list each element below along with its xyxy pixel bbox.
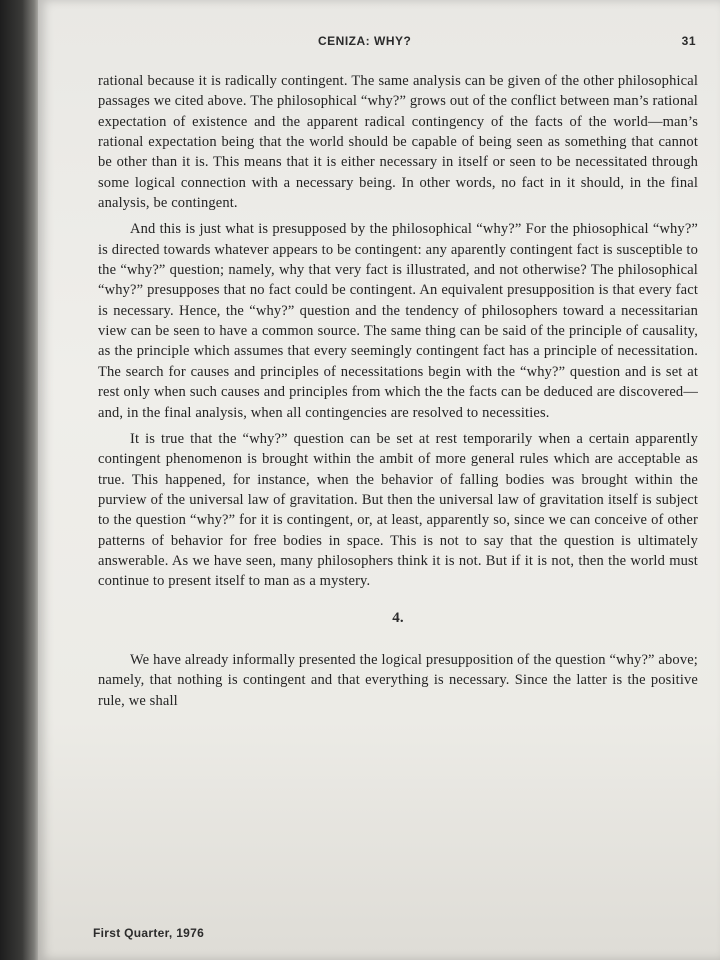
paragraph-continued: rational because it is radically contingent. The same analysis can be given of the other philosophical passages we cited above. The philosophical “why?” grows out of the conflict between man’s rational expectation of existence and the apparent radical contingency of the facts of the world—man’s rational expectation being that the world should be capable of being seen as something that cannot be other than it is. This means that it is either necessary in itself or seen to be necessitated through some logical connection with a necessary being. In other words, no fact in it should, in the final analysis, be contingent. bbox=[98, 73, 698, 212]
running-head bbox=[38, 34, 720, 52]
paragraph: It is true that the “why?” question can be set at rest temporarily when a certain apparently contingent phenomenon is brought within the ambit of more general rules which are acceptable as true. This happened, for instance, when the behavior of falling bodies was brought within the purview of the universal law of gravitation. But then the universal law of gravitation itself is subject to the question “why?” for it is contingent, or, at least, apparently so, since we can conceive of other patterns of behavior for free bodies in space. This is not to say that the question is ultimately answerable. As we have seen, many philosophers think it is not. But if it is not, then the world must continue to present itself to man as a mystery. bbox=[98, 430, 698, 590]
book-page bbox=[38, 0, 720, 960]
footer-issue: First Quarter, 1976 bbox=[93, 926, 205, 940]
section-number: 4. bbox=[392, 609, 404, 626]
book-binding bbox=[0, 0, 40, 960]
section-paragraph: We have already informally presented the logical presupposition of the question “why?” above; namely, that nothing is contingent and that everything is necessary. Since the latter is the positive rule, we shall bbox=[98, 651, 698, 709]
page-number: 31 bbox=[681, 34, 696, 48]
body-text bbox=[98, 71, 698, 717]
paragraph: And this is just what is presupposed by the philosophical “why?” For the phiosophical “why?” is directed towards whatever appears to be contingent: any aparently contingent fact is susceptible to the “why?” question; namely, why that very fact is illustrated, and not otherwise? The philosophical “why?” presupposes that no fact could be contingent. An equivalent presupposition is that every fact is necessary. Hence, the “why?” question and the tendency of philosophers toward a necessitarian view can be seen to have a common source. The same thing can be said of the principle of causality, as the principle which assumes that every seemingly contingent fact has a principle of necessitation. The search for causes and principles of necessitations begin with the “why?” question and is set at rest only when such causes and principles from which the the facts can be deduced are discovered—and, in the final analysis, when all contingencies are resolved to necessities. bbox=[98, 221, 698, 421]
running-title: CENIZA: WHY? bbox=[318, 34, 412, 48]
